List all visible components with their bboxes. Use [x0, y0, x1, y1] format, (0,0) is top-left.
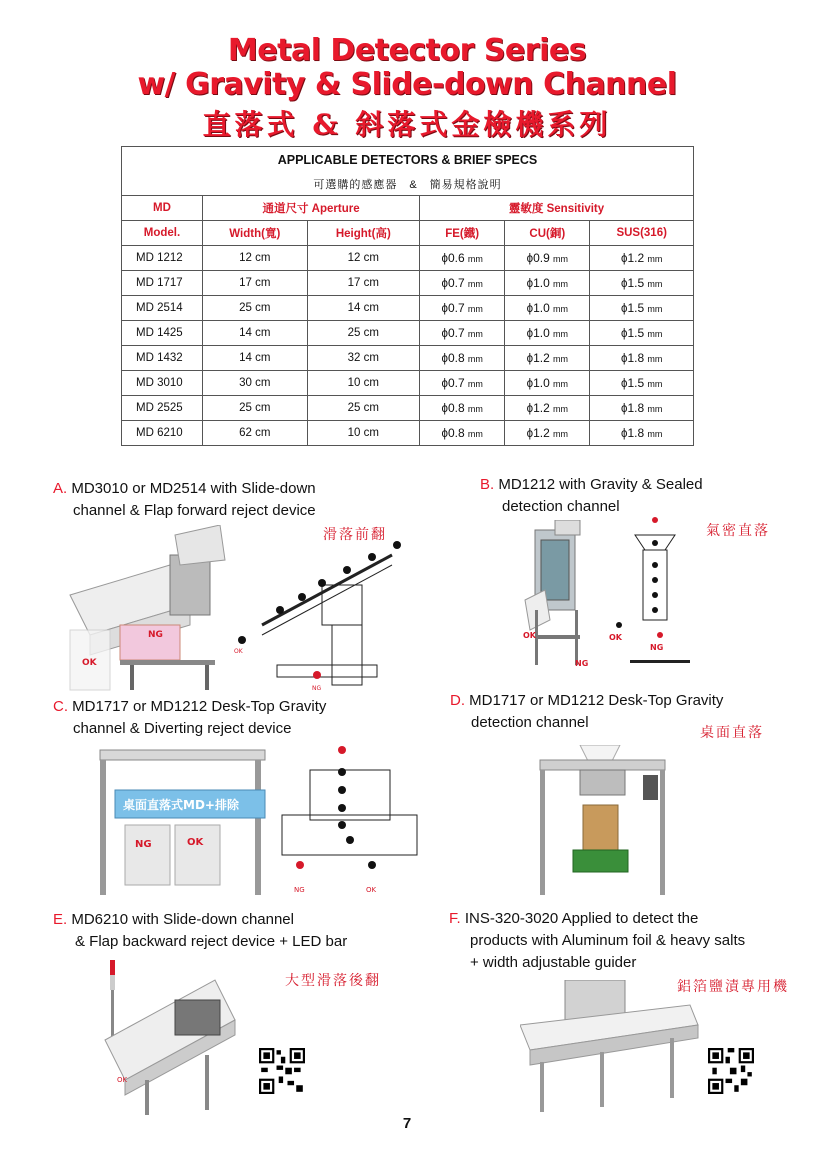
table-heading-zh: 可選購的感應器 & 簡易規格說明 [122, 173, 694, 196]
unit-label: mm [647, 329, 663, 339]
table-row [122, 321, 694, 346]
sensitivity-cell [505, 296, 590, 321]
phi-symbol: ϕ [441, 328, 448, 340]
phi-symbol: ϕ [526, 378, 534, 390]
unit-label: mm [467, 254, 483, 264]
section-b-line2: detection channel [502, 498, 620, 515]
sensitivity-cell [420, 371, 505, 396]
sensitivity-value: 1.2 [533, 426, 550, 440]
phi-symbol: ϕ [621, 428, 628, 440]
sensitivity-value: 0.8 [447, 351, 465, 365]
unit-label: mm [647, 404, 663, 414]
sensitivity-cell [420, 396, 505, 421]
sensitivity-cell [590, 421, 694, 446]
sensitivity-value: 1.5 [627, 376, 645, 390]
section-f-line2: products with Aluminum foil & heavy salts [470, 932, 746, 949]
spec-table [121, 146, 694, 446]
sensitivity-value: 0.6 [447, 251, 465, 265]
phi-symbol: ϕ [441, 353, 448, 365]
machine-d-photo [535, 745, 670, 900]
column-header: Width(寬) [203, 221, 308, 246]
unit-label: mm [552, 304, 568, 314]
ng-label-b: NG [575, 659, 589, 668]
sensitivity-value: 0.7 [447, 376, 465, 390]
sensitivity-cell [420, 321, 505, 346]
section-f-caption [449, 908, 745, 974]
unit-label: mm [467, 304, 483, 314]
sensitivity-cell [590, 371, 694, 396]
unit-label: mm [467, 404, 483, 414]
phi-symbol: ϕ [441, 378, 448, 390]
sensitivity-value: 1.0 [533, 326, 550, 340]
sensitivity-value: 1.8 [627, 351, 645, 365]
unit-label: mm [647, 379, 663, 389]
table-heading-en: APPLICABLE DETECTORS & BRIEF SPECS [122, 147, 694, 174]
ng-label-a2: NG [312, 685, 322, 692]
section-c-caption [53, 696, 326, 740]
table-cell: 32 cm [307, 346, 420, 371]
sensitivity-cell [505, 421, 590, 446]
section-e-line2: & Flap backward reject device + LED bar [75, 933, 348, 950]
aperture-header: 通道尺寸 Aperture [203, 196, 420, 221]
phi-symbol: ϕ [526, 328, 534, 340]
sensitivity-cell [590, 396, 694, 421]
table-row [122, 271, 694, 296]
section-a-zh: 滑落前翻 [323, 527, 387, 543]
unit-label: mm [467, 354, 483, 364]
phi-symbol: ϕ [621, 353, 628, 365]
sensitivity-cell [590, 321, 694, 346]
column-header: FE(鐵) [420, 221, 505, 246]
section-f-line1: INS-320-3020 Applied to detect the [464, 910, 699, 927]
unit-label: mm [467, 379, 483, 389]
column-header: Model. [122, 221, 203, 246]
section-e-letter: E. [53, 911, 68, 928]
section-c-letter: C. [53, 698, 68, 715]
table-cell: MD 1425 [122, 321, 203, 346]
sensitivity-cell [505, 321, 590, 346]
sensitivity-value: 1.2 [533, 351, 550, 365]
sensitivity-cell [420, 271, 505, 296]
unit-label: mm [552, 429, 568, 439]
sensitivity-header: 靈敏度 Sensitivity [420, 196, 694, 221]
table-row [122, 371, 694, 396]
unit-label: mm [467, 279, 483, 289]
table-cell: 17 cm [203, 271, 308, 296]
column-header: Height(高) [307, 221, 420, 246]
qr-code-f[interactable] [708, 1048, 754, 1094]
unit-label: mm [647, 304, 663, 314]
table-cell: 10 cm [307, 421, 420, 446]
unit-label: mm [647, 429, 663, 439]
table-cell: MD 3010 [122, 371, 203, 396]
sensitivity-value: 1.8 [627, 401, 645, 415]
unit-label: mm [647, 279, 663, 289]
sensitivity-value: 1.5 [627, 301, 645, 315]
sensitivity-cell [420, 296, 505, 321]
phi-symbol: ϕ [621, 303, 628, 315]
ok-label-b2: OK [609, 633, 622, 642]
section-c-line1: MD1717 or MD1212 Desk-Top Gravity [72, 698, 327, 715]
table-cell: 10 cm [307, 371, 420, 396]
ok-label-a: OK [82, 658, 97, 668]
ok-label-e: OK [117, 1076, 128, 1084]
table-cell: 25 cm [203, 396, 308, 421]
column-header: SUS(316) [590, 221, 694, 246]
table-cell: 25 cm [203, 296, 308, 321]
title-line-3: 直落式 & 斜落式金檢機系列 [202, 108, 612, 141]
qr-code-e[interactable] [259, 1048, 305, 1094]
table-cell: MD 2514 [122, 296, 203, 321]
ng-label-a: NG [148, 630, 163, 640]
section-e-line1: MD6210 with Slide-down channel [71, 911, 294, 928]
section-e-caption [53, 909, 347, 953]
sensitivity-cell [590, 246, 694, 271]
diagram-a [232, 535, 412, 695]
unit-label: mm [552, 329, 568, 339]
section-c-line2: channel & Diverting reject device [73, 720, 292, 737]
sensitivity-cell [590, 271, 694, 296]
sensitivity-cell [420, 246, 505, 271]
phi-symbol: ϕ [621, 253, 628, 265]
sensitivity-cell [505, 246, 590, 271]
phi-symbol: ϕ [441, 253, 448, 265]
section-f-letter: F. [449, 910, 461, 927]
diagram-c [280, 740, 420, 900]
table-cell: MD 1212 [122, 246, 203, 271]
table-cell: 25 cm [307, 396, 420, 421]
phi-symbol: ϕ [621, 328, 628, 340]
sign-c: 桌面直落式MD+排除 [123, 798, 239, 812]
table-cell: 62 cm [203, 421, 308, 446]
sensitivity-value: 1.5 [627, 326, 645, 340]
ok-label-a2: OK [234, 648, 243, 655]
unit-label: mm [647, 254, 663, 264]
section-b-zh: 氣密直落 [706, 523, 770, 539]
section-d-caption [450, 690, 723, 734]
table-cell: MD 1717 [122, 271, 203, 296]
machine-a-photo [60, 525, 230, 695]
title-line-2: w/ Gravity & Slide-down Channel [137, 67, 677, 102]
machine-f-photo [520, 980, 700, 1115]
section-d-line2: detection channel [471, 714, 589, 731]
table-cell: MD 6210 [122, 421, 203, 446]
sensitivity-cell [590, 296, 694, 321]
ng-label-c: NG [135, 839, 152, 850]
table-cell: 14 cm [307, 296, 420, 321]
section-f-line3: + width adjustable guider [470, 954, 637, 971]
sensitivity-value: 0.7 [447, 276, 465, 290]
phi-symbol: ϕ [526, 403, 534, 415]
phi-symbol: ϕ [621, 378, 628, 390]
phi-symbol: ϕ [526, 303, 534, 315]
title-line-1: Metal Detector Series [227, 33, 587, 68]
section-a-caption [53, 478, 316, 522]
sensitivity-value: 0.9 [533, 251, 550, 265]
section-f-zh: 鋁箔鹽漬專用機 [677, 979, 789, 995]
table-cell: 25 cm [307, 321, 420, 346]
machine-c-photo [95, 745, 270, 900]
page-number: 7 [402, 1115, 412, 1132]
sensitivity-cell [505, 346, 590, 371]
unit-label: mm [552, 279, 568, 289]
table-cell: 12 cm [307, 246, 420, 271]
sensitivity-value: 1.2 [627, 251, 645, 265]
md-header: MD [122, 196, 203, 221]
sensitivity-value: 1.5 [627, 276, 645, 290]
sensitivity-cell [505, 371, 590, 396]
section-d-letter: D. [450, 692, 465, 709]
ng-label-b2: NG [650, 643, 664, 652]
phi-symbol: ϕ [526, 253, 534, 265]
phi-symbol: ϕ [441, 403, 448, 415]
section-a-line2: channel & Flap forward reject device [73, 502, 316, 519]
ok-label-c2: OK [366, 886, 377, 894]
sensitivity-cell [420, 421, 505, 446]
section-b-letter: B. [480, 476, 495, 493]
phi-symbol: ϕ [621, 403, 628, 415]
section-e-zh: 大型滑落後翻 [285, 973, 381, 989]
table-cell: 14 cm [203, 321, 308, 346]
table-row [122, 296, 694, 321]
column-header: CU(銅) [505, 221, 590, 246]
sensitivity-value: 1.0 [533, 301, 550, 315]
phi-symbol: ϕ [526, 353, 534, 365]
sensitivity-cell [505, 396, 590, 421]
sensitivity-cell [420, 346, 505, 371]
unit-label: mm [467, 329, 483, 339]
sensitivity-value: 0.8 [447, 401, 465, 415]
machine-b-photo [515, 520, 615, 670]
sensitivity-value: 1.8 [627, 426, 645, 440]
sensitivity-value: 1.0 [533, 376, 550, 390]
phi-symbol: ϕ [621, 278, 628, 290]
diagram-b [605, 515, 700, 670]
sensitivity-value: 0.7 [447, 326, 465, 340]
sensitivity-value: 1.2 [533, 401, 550, 415]
phi-symbol: ϕ [441, 428, 448, 440]
sensitivity-value: 0.7 [447, 301, 465, 315]
unit-label: mm [647, 354, 663, 364]
ok-label-c: OK [187, 837, 204, 848]
table-cell: 12 cm [203, 246, 308, 271]
section-b-line1: MD1212 with Gravity & Sealed [498, 476, 703, 493]
unit-label: mm [552, 354, 568, 364]
machine-e-photo [95, 960, 245, 1120]
sensitivity-value: 1.0 [533, 276, 550, 290]
table-cell: 30 cm [203, 371, 308, 396]
ok-label-b: OK [523, 631, 536, 640]
unit-label: mm [552, 379, 568, 389]
phi-symbol: ϕ [526, 278, 534, 290]
phi-symbol: ϕ [441, 303, 448, 315]
section-d-line1: MD1717 or MD1212 Desk-Top Gravity [469, 692, 724, 709]
section-a-letter: A. [53, 480, 68, 497]
table-row [122, 346, 694, 371]
sensitivity-value: 0.8 [447, 426, 465, 440]
sensitivity-cell [505, 271, 590, 296]
table-row [122, 396, 694, 421]
phi-symbol: ϕ [526, 428, 534, 440]
table-row [122, 421, 694, 446]
table-cell: 14 cm [203, 346, 308, 371]
unit-label: mm [467, 429, 483, 439]
phi-symbol: ϕ [441, 278, 448, 290]
table-cell: MD 1432 [122, 346, 203, 371]
table-cell: MD 2525 [122, 396, 203, 421]
sensitivity-cell [590, 346, 694, 371]
ng-label-c2: NG [294, 886, 305, 894]
unit-label: mm [552, 254, 568, 264]
section-a-line1: MD3010 or MD2514 with Slide-down [71, 480, 316, 497]
unit-label: mm [552, 404, 568, 414]
table-cell: 17 cm [307, 271, 420, 296]
section-d-zh: 桌面直落 [700, 725, 764, 741]
table-row [122, 246, 694, 271]
section-b-caption [480, 474, 703, 518]
